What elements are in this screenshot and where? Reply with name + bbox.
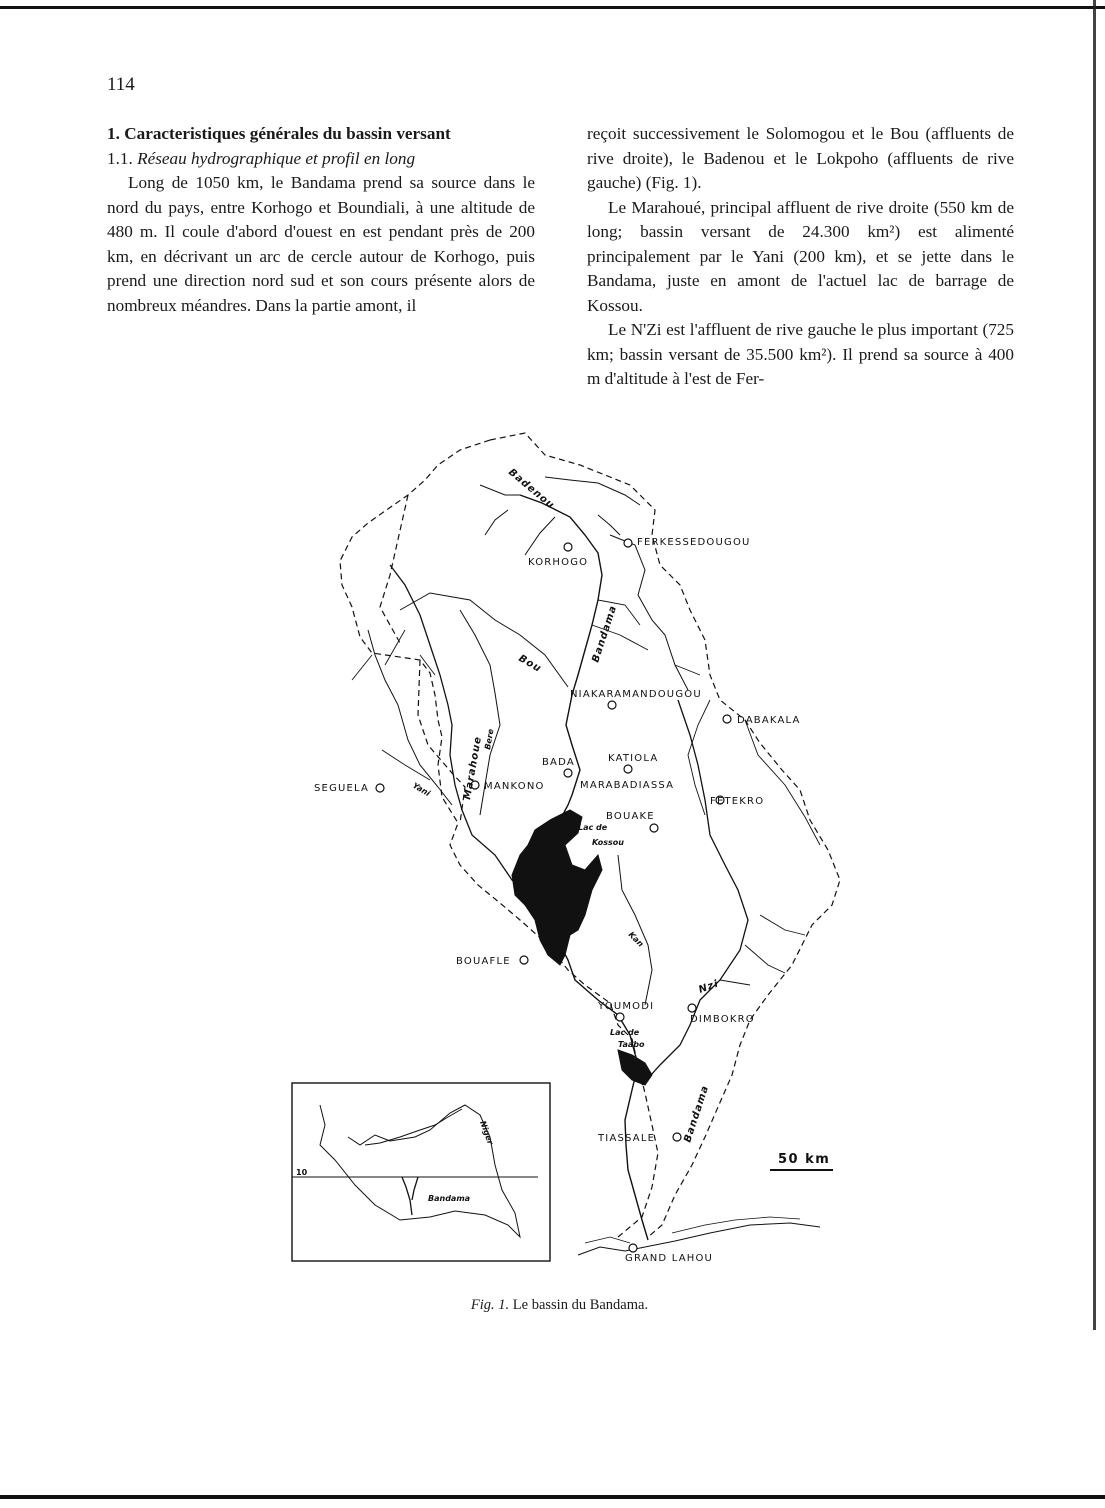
town-label-mankono: MANKONO (484, 781, 545, 792)
town-label-seguela: SEGUELA (314, 783, 370, 794)
ferkessedougou-marker (624, 539, 632, 547)
figure-caption-text: Le bassin du Bandama. (509, 1297, 649, 1313)
page-edge (1093, 0, 1096, 1330)
yani-river (368, 630, 452, 805)
page-number: 114 (107, 74, 135, 95)
town-label-marabadiassa: MARABADIASSA (580, 780, 675, 791)
kan-river (618, 855, 652, 1005)
youmodi-marker (616, 1013, 624, 1021)
inset-niger-label: Niger (478, 1119, 495, 1146)
town-label-fetekro: FETEKRO (710, 796, 765, 807)
coastline-lagoon (585, 1217, 800, 1243)
niakaramandougou-marker (608, 701, 616, 709)
river-label-badenou: Badenou (506, 466, 557, 512)
section-heading: 1. Caracteristiques générales du bassin versant (107, 124, 451, 143)
lake-label-taabo: Taabo (618, 1040, 645, 1049)
town-label-ferkessedougou: FERKESSEDOUGOU (637, 537, 751, 548)
lake-label-kossou: Lac de (578, 823, 608, 832)
bottom-rule (0, 1495, 1105, 1499)
town-label-dimbokro: DIMBOKRO (690, 1014, 755, 1025)
river-label-bere: Bere (483, 728, 496, 751)
subsection-heading (107, 147, 535, 172)
dimbokro-marker (688, 1004, 696, 1012)
town-label-bouake: BOUAKE (606, 811, 655, 822)
badenou-river (610, 535, 688, 690)
grand-lahou-marker (629, 1244, 637, 1252)
scale-label: 50 km (778, 1152, 831, 1167)
town-label-bada: BADA (542, 757, 575, 768)
bouafle-marker (520, 956, 528, 964)
town-label-niakaramandougou: NIAKARAMANDOUGOU (570, 689, 702, 700)
basin-map (280, 425, 860, 1275)
lac-de-kossou (512, 810, 602, 965)
figure-number: Fig. 1. (470, 1297, 510, 1313)
coastline (578, 1223, 820, 1255)
basin-map-figure (280, 425, 860, 1275)
river-label-yani: Yani (411, 780, 432, 799)
paragraph: reçoit successivement le Solomogou et le Bou (affluents de rive droite), le Badenou et le Lokpoho (affluents de rive gauche) (Fig. 1). (587, 124, 1014, 192)
town-label-grand-lahou: GRAND LAHOU (625, 1253, 714, 1264)
town-label-korhogo: KORHOGO (528, 557, 589, 568)
river-label-bou: Bou (516, 653, 544, 675)
river-label-bandama-lower: Bandama (682, 1083, 712, 1144)
inset-latitude-label: 10 (296, 1168, 308, 1177)
figure-caption (0, 1297, 1105, 1314)
bandama-headwaters (480, 477, 640, 555)
katiola-marker (624, 765, 632, 773)
river-label-marahoue: Marahoue (462, 735, 485, 801)
bou-river (400, 593, 568, 687)
lake-label-kossou: Kossou (592, 838, 624, 847)
bouake-marker (650, 824, 658, 832)
river-label-nzi: Nzi (697, 978, 721, 996)
dabakala-marker (723, 715, 731, 723)
seguela-marker (376, 784, 384, 792)
left-column (107, 122, 535, 318)
subsection-title: Réseau hydrographique et profil en long (137, 148, 416, 168)
town-label-bouafle: BOUAFLE (456, 956, 511, 967)
paragraph: Le N'Zi est l'affluent de rive gauche le plus important (725 km; bassin versant de 35.500 km²). Il prend sa source à 400 m d'altitude à l'est de Fer- (587, 320, 1014, 388)
town-label-dabakala: DABAKALA (737, 715, 801, 726)
paragraph: Long de 1050 km, le Bandama prend sa source dans le nord du pays, entre Korhogo et Boundiali, à une altitude de 480 m. Il coule d'abord d'ouest en est pendant près de 200 km, en décrivant un arc de cercle autour de Korhogo, puis prend une direction nord sud et son cours présente alors de nombreux méandres. Dans la partie amont, il (107, 173, 535, 315)
river-label-bandama-upper: Bandama (590, 603, 620, 664)
town-label-tiassale: TIASSALE (598, 1133, 656, 1144)
lake-label-taabo: Lac de (610, 1028, 640, 1037)
river-label-kan: Kan (626, 930, 646, 949)
bada-marker (564, 769, 572, 777)
town-label-youmodi: YOUMODI (598, 1001, 655, 1012)
tributary (720, 720, 820, 985)
tributary (352, 630, 435, 780)
town-label-katiola: KATIOLA (608, 753, 659, 764)
top-rule (0, 6, 1105, 9)
right-column (587, 122, 1014, 392)
tiassale-marker (673, 1133, 681, 1141)
inset-bandama-label: Bandama (428, 1194, 471, 1203)
korhogo-marker (564, 543, 572, 551)
inset-map (292, 1083, 550, 1261)
subsection-number: 1.1. (107, 148, 133, 168)
paragraph: Le Marahoué, principal affluent de rive droite (550 km de long; bassin versant de 24.300 km²) est alimenté principalement par le Yani (200 km), et se jette dans le Bandama, juste en amont de l'actuel lac de barrage de Kossou. (587, 197, 1014, 315)
